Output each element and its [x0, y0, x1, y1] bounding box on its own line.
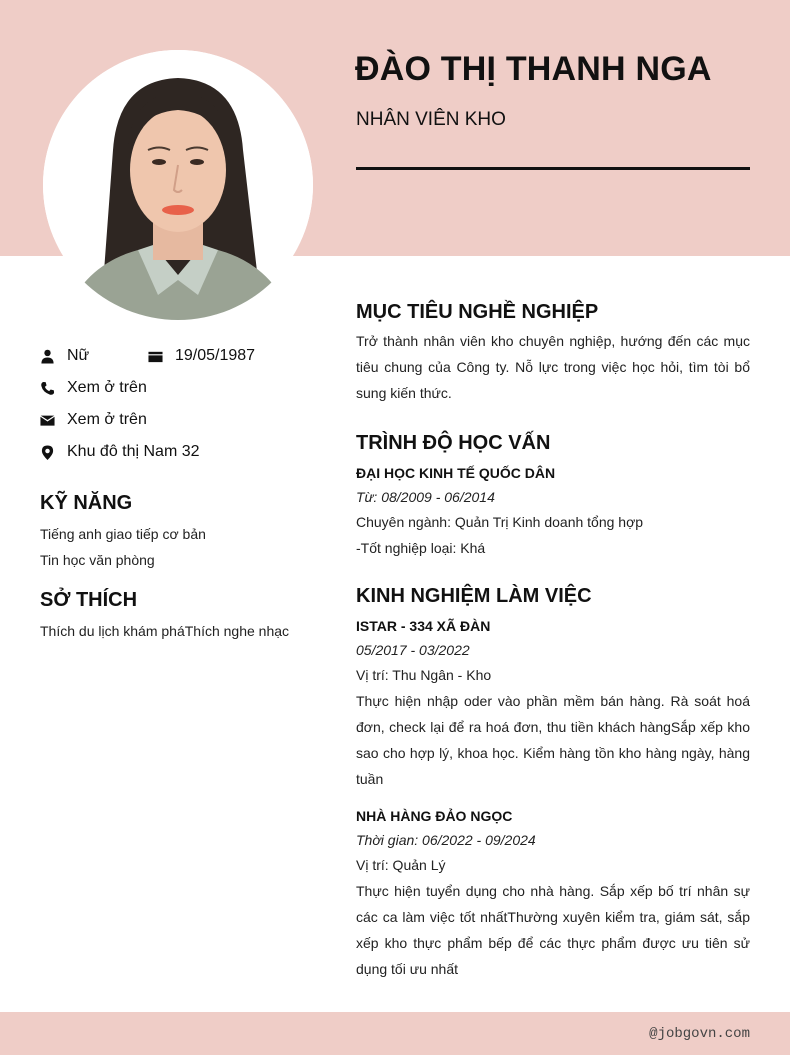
calendar-icon — [148, 349, 163, 364]
phone-icon — [40, 381, 55, 396]
job-position: Vị trí: Quản Lý — [356, 857, 446, 873]
objective-text: Trở thành nhân viên kho chuyên nghiệp, hướng đến các mục tiêu chung của Công ty. Nỗ lực trong việc học hỏi, tìm tòi bổ sung kiến thức. — [356, 333, 750, 401]
hobbies-title: SỞ THÍCH — [40, 589, 138, 611]
portrait-image — [43, 50, 313, 320]
email-row — [40, 404, 320, 436]
company-name: NHÀ HÀNG ĐẢO NGỌC — [356, 808, 513, 824]
hobbies-section — [40, 589, 320, 644]
map-pin-icon — [40, 445, 55, 460]
experience-title: KINH NGHIỆM LÀM VIỆC — [356, 585, 592, 607]
job-title: NHÂN VIÊN KHO — [356, 109, 506, 130]
skills-title: KỸ NĂNG — [40, 492, 133, 514]
education-section — [356, 432, 750, 561]
objective-title: MỤC TIÊU NGHỀ NGHIỆP — [356, 301, 599, 323]
gender-value: Nữ — [67, 347, 90, 364]
job-period: 05/2017 - 03/2022 — [356, 642, 470, 658]
company-name: ISTAR - 334 XÃ ĐÀN — [356, 618, 491, 634]
address-row — [40, 436, 320, 468]
education-grade: -Tốt nghiệp loại: Khá — [356, 540, 486, 556]
birthdate-value: 19/05/1987 — [175, 347, 256, 364]
experience-section — [356, 585, 750, 982]
profile-photo — [43, 50, 313, 320]
job-description: Thực hiện tuyển dụng cho nhà hàng. Sắp xếp bố trí nhân sự các ca làm việc tốt nhấtThường xuyên kiểm tra, giám sát, sắp xếp kho thực phẩm bếp để các thực phẩm được ưu tiên sử dụng tối ưu nhất — [356, 883, 750, 977]
skills-section — [40, 492, 320, 573]
phone-row — [40, 372, 320, 404]
education-title: TRÌNH ĐỘ HỌC VẤN — [356, 432, 551, 454]
school-name: ĐẠI HỌC KINH TẾ QUỐC DÂN — [356, 465, 556, 481]
objective-section — [356, 301, 750, 406]
phone-value: Xem ở trên — [67, 379, 147, 396]
birthdate-field — [148, 347, 255, 365]
skill-item: Tiếng anh giao tiếp cơ bản — [40, 526, 206, 542]
envelope-icon — [40, 413, 55, 428]
left-column — [40, 340, 320, 644]
title-divider — [356, 167, 750, 170]
address-value: Khu đô thị Nam 32 — [67, 443, 200, 460]
personal-info-row — [40, 340, 320, 372]
job-entry — [356, 614, 750, 792]
job-entry — [356, 804, 750, 982]
education-major: Chuyên ngành: Quản Trị Kinh doanh tổng hợp — [356, 514, 644, 530]
footer-watermark: @jobgovn.com — [649, 1026, 750, 1042]
job-position: Vị trí: Thu Ngân - Kho — [356, 667, 492, 683]
education-period: Từ: 08/2009 - 06/2014 — [356, 489, 495, 505]
gender-field — [40, 347, 148, 365]
skill-item: Tin học văn phòng — [40, 552, 155, 568]
candidate-name: ĐÀO THỊ THANH NGA — [355, 50, 712, 88]
email-value: Xem ở trên — [67, 411, 147, 428]
person-icon — [40, 349, 55, 364]
job-period: Thời gian: 06/2022 - 09/2024 — [356, 832, 536, 848]
job-description: Thực hiện nhập oder vào phần mềm bán hàng. Rà soát hoá đơn, check lại để ra hoá đơn, thu tiền khách hàngSắp xếp kho sao cho hợp lý, khoa học. Kiểm hàng tồn kho hàng ngày, hàng tuần — [356, 693, 750, 787]
hobbies-text: Thích du lịch khám pháThích nghe nhạc — [40, 623, 290, 639]
